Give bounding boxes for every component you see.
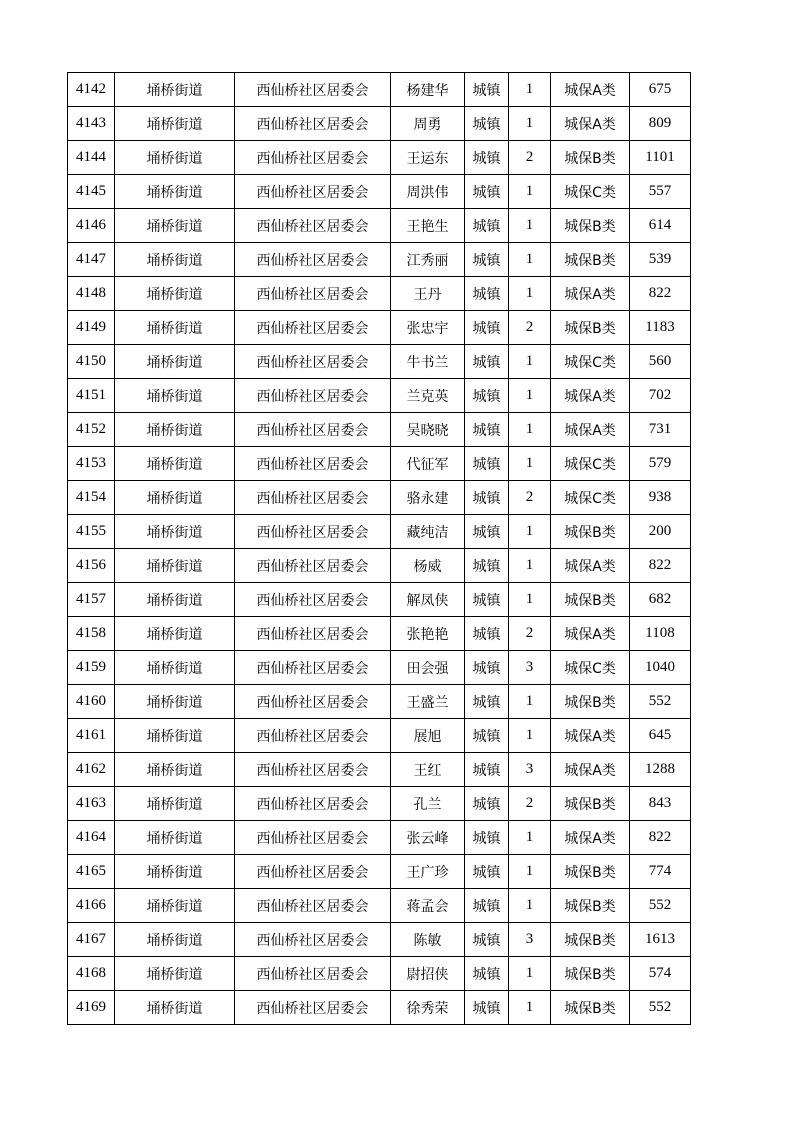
category-cell: 城保A类 <box>551 107 630 141</box>
amount-cell: 579 <box>630 447 691 481</box>
household-count-cell: 2 <box>509 617 551 651</box>
household-count-cell: 1 <box>509 447 551 481</box>
amount-cell: 675 <box>630 73 691 107</box>
household-count-cell: 1 <box>509 821 551 855</box>
street-cell: 埇桥街道 <box>115 753 235 787</box>
record-id-cell: 4169 <box>68 991 115 1025</box>
amount-cell: 539 <box>630 243 691 277</box>
household-count-cell: 2 <box>509 481 551 515</box>
street-cell: 埇桥街道 <box>115 413 235 447</box>
street-cell: 埇桥街道 <box>115 73 235 107</box>
amount-cell: 682 <box>630 583 691 617</box>
record-id-cell: 4162 <box>68 753 115 787</box>
category-cell: 城保C类 <box>551 175 630 209</box>
community-cell: 西仙桥社区居委会 <box>235 957 391 991</box>
person-name-cell: 陈敏 <box>391 923 465 957</box>
community-cell: 西仙桥社区居委会 <box>235 311 391 345</box>
person-name-cell: 代征军 <box>391 447 465 481</box>
amount-cell: 822 <box>630 277 691 311</box>
person-name-cell: 王红 <box>391 753 465 787</box>
table-row <box>68 957 691 991</box>
record-id-cell: 4154 <box>68 481 115 515</box>
community-cell: 西仙桥社区居委会 <box>235 855 391 889</box>
household-count-cell: 3 <box>509 923 551 957</box>
street-cell: 埇桥街道 <box>115 379 235 413</box>
record-id-cell: 4148 <box>68 277 115 311</box>
area-type-cell: 城镇 <box>465 787 509 821</box>
area-type-cell: 城镇 <box>465 515 509 549</box>
table-row <box>68 821 691 855</box>
category-cell: 城保B类 <box>551 889 630 923</box>
street-cell: 埇桥街道 <box>115 583 235 617</box>
person-name-cell: 张云峰 <box>391 821 465 855</box>
household-count-cell: 1 <box>509 413 551 447</box>
amount-cell: 645 <box>630 719 691 753</box>
community-cell: 西仙桥社区居委会 <box>235 413 391 447</box>
category-cell: 城保A类 <box>551 73 630 107</box>
person-name-cell: 徐秀荣 <box>391 991 465 1025</box>
household-count-cell: 1 <box>509 889 551 923</box>
amount-cell: 552 <box>630 991 691 1025</box>
category-cell: 城保A类 <box>551 379 630 413</box>
table-row <box>68 345 691 379</box>
record-id-cell: 4149 <box>68 311 115 345</box>
category-cell: 城保B类 <box>551 583 630 617</box>
record-id-cell: 4144 <box>68 141 115 175</box>
table-row <box>68 107 691 141</box>
category-cell: 城保B类 <box>551 923 630 957</box>
table-row <box>68 413 691 447</box>
record-id-cell: 4165 <box>68 855 115 889</box>
area-type-cell: 城镇 <box>465 481 509 515</box>
category-cell: 城保A类 <box>551 617 630 651</box>
person-name-cell: 周洪伟 <box>391 175 465 209</box>
record-id-cell: 4159 <box>68 651 115 685</box>
community-cell: 西仙桥社区居委会 <box>235 719 391 753</box>
household-count-cell: 1 <box>509 855 551 889</box>
table-row <box>68 209 691 243</box>
community-cell: 西仙桥社区居委会 <box>235 141 391 175</box>
area-type-cell: 城镇 <box>465 583 509 617</box>
area-type-cell: 城镇 <box>465 889 509 923</box>
street-cell: 埇桥街道 <box>115 175 235 209</box>
household-count-cell: 1 <box>509 209 551 243</box>
record-id-cell: 4142 <box>68 73 115 107</box>
community-cell: 西仙桥社区居委会 <box>235 617 391 651</box>
street-cell: 埇桥街道 <box>115 277 235 311</box>
table-row <box>68 311 691 345</box>
person-name-cell: 骆永建 <box>391 481 465 515</box>
person-name-cell: 张艳艳 <box>391 617 465 651</box>
community-cell: 西仙桥社区居委会 <box>235 583 391 617</box>
table-row <box>68 651 691 685</box>
area-type-cell: 城镇 <box>465 447 509 481</box>
amount-cell: 200 <box>630 515 691 549</box>
household-count-cell: 1 <box>509 583 551 617</box>
person-name-cell: 张忠宇 <box>391 311 465 345</box>
person-name-cell: 王盛兰 <box>391 685 465 719</box>
person-name-cell: 藏纯洁 <box>391 515 465 549</box>
area-type-cell: 城镇 <box>465 617 509 651</box>
record-id-cell: 4166 <box>68 889 115 923</box>
area-type-cell: 城镇 <box>465 549 509 583</box>
person-name-cell: 江秀丽 <box>391 243 465 277</box>
community-cell: 西仙桥社区居委会 <box>235 175 391 209</box>
person-name-cell: 周勇 <box>391 107 465 141</box>
street-cell: 埇桥街道 <box>115 923 235 957</box>
record-id-cell: 4163 <box>68 787 115 821</box>
amount-cell: 774 <box>630 855 691 889</box>
area-type-cell: 城镇 <box>465 175 509 209</box>
household-count-cell: 2 <box>509 141 551 175</box>
record-id-cell: 4145 <box>68 175 115 209</box>
person-name-cell: 展旭 <box>391 719 465 753</box>
street-cell: 埇桥街道 <box>115 209 235 243</box>
community-cell: 西仙桥社区居委会 <box>235 107 391 141</box>
category-cell: 城保C类 <box>551 345 630 379</box>
street-cell: 埇桥街道 <box>115 957 235 991</box>
person-name-cell: 王艳生 <box>391 209 465 243</box>
table-row <box>68 277 691 311</box>
category-cell: 城保B类 <box>551 991 630 1025</box>
category-cell: 城保B类 <box>551 209 630 243</box>
area-type-cell: 城镇 <box>465 753 509 787</box>
street-cell: 埇桥街道 <box>115 141 235 175</box>
area-type-cell: 城镇 <box>465 991 509 1025</box>
household-count-cell: 1 <box>509 991 551 1025</box>
record-id-cell: 4152 <box>68 413 115 447</box>
person-name-cell: 王丹 <box>391 277 465 311</box>
community-cell: 西仙桥社区居委会 <box>235 685 391 719</box>
area-type-cell: 城镇 <box>465 957 509 991</box>
record-id-cell: 4167 <box>68 923 115 957</box>
record-id-cell: 4147 <box>68 243 115 277</box>
amount-cell: 614 <box>630 209 691 243</box>
community-cell: 西仙桥社区居委会 <box>235 753 391 787</box>
street-cell: 埇桥街道 <box>115 345 235 379</box>
record-id-cell: 4158 <box>68 617 115 651</box>
household-count-cell: 2 <box>509 311 551 345</box>
table-row <box>68 481 691 515</box>
person-name-cell: 王运东 <box>391 141 465 175</box>
area-type-cell: 城镇 <box>465 141 509 175</box>
street-cell: 埇桥街道 <box>115 719 235 753</box>
street-cell: 埇桥街道 <box>115 549 235 583</box>
category-cell: 城保B类 <box>551 141 630 175</box>
area-type-cell: 城镇 <box>465 107 509 141</box>
area-type-cell: 城镇 <box>465 379 509 413</box>
category-cell: 城保B类 <box>551 787 630 821</box>
area-type-cell: 城镇 <box>465 311 509 345</box>
amount-cell: 557 <box>630 175 691 209</box>
amount-cell: 702 <box>630 379 691 413</box>
record-id-cell: 4168 <box>68 957 115 991</box>
table-row <box>68 447 691 481</box>
category-cell: 城保C类 <box>551 651 630 685</box>
category-cell: 城保A类 <box>551 753 630 787</box>
community-cell: 西仙桥社区居委会 <box>235 991 391 1025</box>
area-type-cell: 城镇 <box>465 719 509 753</box>
street-cell: 埇桥街道 <box>115 651 235 685</box>
category-cell: 城保B类 <box>551 311 630 345</box>
amount-cell: 731 <box>630 413 691 447</box>
amount-cell: 574 <box>630 957 691 991</box>
area-type-cell: 城镇 <box>465 651 509 685</box>
community-cell: 西仙桥社区居委会 <box>235 923 391 957</box>
table-row <box>68 141 691 175</box>
area-type-cell: 城镇 <box>465 345 509 379</box>
amount-cell: 552 <box>630 685 691 719</box>
person-name-cell: 尉招侠 <box>391 957 465 991</box>
table-row <box>68 243 691 277</box>
area-type-cell: 城镇 <box>465 923 509 957</box>
household-count-cell: 1 <box>509 719 551 753</box>
community-cell: 西仙桥社区居委会 <box>235 889 391 923</box>
amount-cell: 1040 <box>630 651 691 685</box>
table-row <box>68 991 691 1025</box>
record-id-cell: 4143 <box>68 107 115 141</box>
person-name-cell: 兰克英 <box>391 379 465 413</box>
category-cell: 城保A类 <box>551 549 630 583</box>
record-id-cell: 4160 <box>68 685 115 719</box>
category-cell: 城保C类 <box>551 481 630 515</box>
table-row <box>68 549 691 583</box>
amount-cell: 1101 <box>630 141 691 175</box>
street-cell: 埇桥街道 <box>115 447 235 481</box>
area-type-cell: 城镇 <box>465 855 509 889</box>
category-cell: 城保A类 <box>551 277 630 311</box>
street-cell: 埇桥街道 <box>115 855 235 889</box>
category-cell: 城保A类 <box>551 413 630 447</box>
table-row <box>68 617 691 651</box>
record-id-cell: 4155 <box>68 515 115 549</box>
area-type-cell: 城镇 <box>465 277 509 311</box>
table-row <box>68 923 691 957</box>
street-cell: 埇桥街道 <box>115 107 235 141</box>
street-cell: 埇桥街道 <box>115 821 235 855</box>
community-cell: 西仙桥社区居委会 <box>235 515 391 549</box>
street-cell: 埇桥街道 <box>115 515 235 549</box>
table-row <box>68 685 691 719</box>
record-id-cell: 4157 <box>68 583 115 617</box>
community-cell: 西仙桥社区居委会 <box>235 277 391 311</box>
person-name-cell: 解凤侠 <box>391 583 465 617</box>
household-count-cell: 1 <box>509 515 551 549</box>
record-id-cell: 4156 <box>68 549 115 583</box>
street-cell: 埇桥街道 <box>115 311 235 345</box>
person-name-cell: 田会强 <box>391 651 465 685</box>
household-count-cell: 1 <box>509 243 551 277</box>
category-cell: 城保A类 <box>551 719 630 753</box>
street-cell: 埇桥街道 <box>115 481 235 515</box>
record-id-cell: 4150 <box>68 345 115 379</box>
amount-cell: 822 <box>630 549 691 583</box>
community-cell: 西仙桥社区居委会 <box>235 651 391 685</box>
table-row <box>68 889 691 923</box>
household-count-cell: 1 <box>509 107 551 141</box>
category-cell: 城保B类 <box>551 515 630 549</box>
person-name-cell: 吴晓晓 <box>391 413 465 447</box>
table-row <box>68 719 691 753</box>
records-table <box>67 72 691 1025</box>
community-cell: 西仙桥社区居委会 <box>235 379 391 413</box>
community-cell: 西仙桥社区居委会 <box>235 243 391 277</box>
area-type-cell: 城镇 <box>465 413 509 447</box>
community-cell: 西仙桥社区居委会 <box>235 821 391 855</box>
amount-cell: 822 <box>630 821 691 855</box>
record-id-cell: 4146 <box>68 209 115 243</box>
record-id-cell: 4161 <box>68 719 115 753</box>
table-row <box>68 753 691 787</box>
table-row <box>68 583 691 617</box>
category-cell: 城保B类 <box>551 243 630 277</box>
household-count-cell: 2 <box>509 787 551 821</box>
category-cell: 城保B类 <box>551 685 630 719</box>
category-cell: 城保C类 <box>551 447 630 481</box>
household-count-cell: 3 <box>509 753 551 787</box>
table-body <box>68 73 691 1025</box>
household-count-cell: 1 <box>509 277 551 311</box>
amount-cell: 552 <box>630 889 691 923</box>
household-count-cell: 1 <box>509 549 551 583</box>
table-row <box>68 855 691 889</box>
household-count-cell: 1 <box>509 685 551 719</box>
category-cell: 城保B类 <box>551 855 630 889</box>
area-type-cell: 城镇 <box>465 73 509 107</box>
household-count-cell: 1 <box>509 175 551 209</box>
amount-cell: 843 <box>630 787 691 821</box>
area-type-cell: 城镇 <box>465 821 509 855</box>
household-count-cell: 1 <box>509 379 551 413</box>
table-row <box>68 515 691 549</box>
amount-cell: 1108 <box>630 617 691 651</box>
table-row <box>68 73 691 107</box>
person-name-cell: 杨建华 <box>391 73 465 107</box>
household-count-cell: 3 <box>509 651 551 685</box>
table-row <box>68 175 691 209</box>
person-name-cell: 蒋孟会 <box>391 889 465 923</box>
household-count-cell: 1 <box>509 957 551 991</box>
community-cell: 西仙桥社区居委会 <box>235 549 391 583</box>
record-id-cell: 4164 <box>68 821 115 855</box>
street-cell: 埇桥街道 <box>115 889 235 923</box>
area-type-cell: 城镇 <box>465 685 509 719</box>
amount-cell: 938 <box>630 481 691 515</box>
community-cell: 西仙桥社区居委会 <box>235 73 391 107</box>
community-cell: 西仙桥社区居委会 <box>235 345 391 379</box>
record-id-cell: 4151 <box>68 379 115 413</box>
person-name-cell: 孔兰 <box>391 787 465 821</box>
household-count-cell: 1 <box>509 345 551 379</box>
community-cell: 西仙桥社区居委会 <box>235 787 391 821</box>
street-cell: 埇桥街道 <box>115 243 235 277</box>
street-cell: 埇桥街道 <box>115 787 235 821</box>
table-row <box>68 379 691 413</box>
amount-cell: 1613 <box>630 923 691 957</box>
person-name-cell: 牛书兰 <box>391 345 465 379</box>
household-count-cell: 1 <box>509 73 551 107</box>
amount-cell: 1288 <box>630 753 691 787</box>
person-name-cell: 王广珍 <box>391 855 465 889</box>
amount-cell: 560 <box>630 345 691 379</box>
amount-cell: 1183 <box>630 311 691 345</box>
community-cell: 西仙桥社区居委会 <box>235 481 391 515</box>
table-row <box>68 787 691 821</box>
street-cell: 埇桥街道 <box>115 685 235 719</box>
amount-cell: 809 <box>630 107 691 141</box>
category-cell: 城保A类 <box>551 821 630 855</box>
community-cell: 西仙桥社区居委会 <box>235 447 391 481</box>
record-id-cell: 4153 <box>68 447 115 481</box>
category-cell: 城保B类 <box>551 957 630 991</box>
area-type-cell: 城镇 <box>465 243 509 277</box>
community-cell: 西仙桥社区居委会 <box>235 209 391 243</box>
street-cell: 埇桥街道 <box>115 617 235 651</box>
area-type-cell: 城镇 <box>465 209 509 243</box>
person-name-cell: 杨威 <box>391 549 465 583</box>
street-cell: 埇桥街道 <box>115 991 235 1025</box>
